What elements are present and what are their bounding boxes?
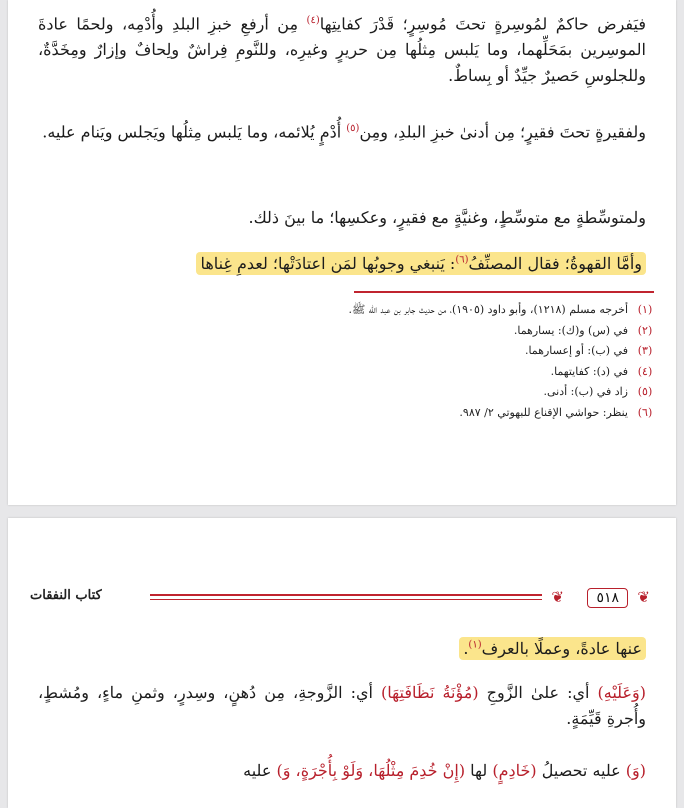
footnote-3 bbox=[48, 341, 654, 362]
ornament-icon: ❦ bbox=[551, 588, 564, 606]
footnote-ref-6[interactable]: (٦) bbox=[455, 255, 469, 266]
sharh-text: عليه bbox=[243, 761, 277, 780]
paragraph-1 bbox=[38, 8, 646, 89]
page2-paragraph-2 bbox=[38, 680, 646, 732]
footnote-ref-4[interactable]: (٤) bbox=[306, 15, 320, 26]
paragraph-2-text-b: أُدْمٍ يُلائمه، وما يَلبس مِثلُها ويَجلس ويَنام عليه. bbox=[42, 122, 347, 142]
sharh-text: لها bbox=[465, 761, 493, 780]
page-bottom bbox=[8, 518, 676, 808]
matn-phrase: (وَعَلَيْهِ) bbox=[597, 683, 646, 702]
footnote-divider bbox=[354, 291, 654, 293]
page2-paragraph-1-text-b: . bbox=[463, 639, 469, 659]
footnote-2 bbox=[48, 321, 654, 342]
matn-phrase: (مُؤْنَةُ نَظَافَتِهَا) bbox=[381, 683, 479, 702]
page2-paragraph-3 bbox=[38, 758, 646, 784]
footnote-text: في (ب): أو إعسارهما. bbox=[524, 344, 628, 357]
footnote-text: في (د): كفايتهما. bbox=[550, 364, 628, 378]
highlighted-sentence bbox=[459, 637, 646, 660]
paragraph-4-text-b: : يَنبغي وجوبُها لمَن اعتادَتْها؛ لعدمِ غِناها bbox=[200, 254, 456, 274]
footnote-number: (٢) bbox=[637, 323, 653, 337]
header-rule bbox=[150, 594, 542, 600]
page-top bbox=[8, 0, 676, 505]
footnote-5 bbox=[48, 382, 654, 403]
paragraph-1-text-b: مِن أرفعِ خبزِ البلدِ وأُدْمِه، ولحمًا عادةَ الموسِرين بمَحَلِّهما، وما يَلبس مِثلُها مِن حريرٍ وغيرِه، وللنَّومِ فِراشٌ ولِحافٌ وإزارٌ ومِخَدَّةٌ، وللجلوسِ حَصيرٌ جيِّدٌ أو بِساطٌ. bbox=[38, 14, 646, 86]
highlighted-sentence bbox=[196, 252, 646, 275]
footnote-text: أخرجه مسلم (١٢١٨)، وأبو داود (١٩٠٥)، من حديث جابر بن عبد الله ﷺ. bbox=[348, 303, 628, 316]
paragraph-4-text-a: وأمَّا القهوةُ؛ فقال المصنِّفُ bbox=[468, 254, 642, 274]
paragraph-3-text: ولمتوسِّطةٍ مع متوسِّطٍ، وغنيَّةٍ مع فقيرٍ، وعكسِها؛ ما بينَ ذلك. bbox=[248, 208, 646, 227]
sharh-text: أي: علىٰ الزَّوجِ bbox=[478, 683, 598, 702]
footnote-6 bbox=[48, 403, 654, 424]
footnote-text: ينظر: حواشي الإقناع للبهوتي ٢/ ٩٨٧. bbox=[459, 405, 628, 419]
paragraph-3 bbox=[38, 205, 646, 231]
paragraph-2 bbox=[38, 116, 646, 145]
footnote-ref-1[interactable]: (١) bbox=[468, 640, 482, 651]
footnote-4 bbox=[48, 362, 654, 383]
ornament-icon: ❦ bbox=[637, 588, 650, 606]
matn-phrase: (وَ) bbox=[625, 761, 646, 780]
footnote-text: في (س) و(ك): يسارهما. bbox=[513, 323, 628, 337]
page-header bbox=[30, 586, 654, 610]
footnote-text: زاد في (ب): أدنى. bbox=[543, 385, 628, 398]
footnote-1 bbox=[48, 300, 654, 321]
paragraph-1-text-a: فيَفرض حاكمٌ لمُوسِرةٍ تحتَ مُوسِرٍ؛ قَدْرَ كفايتِها bbox=[319, 14, 646, 34]
footnote-number: (٣) bbox=[637, 344, 653, 357]
paragraph-4 bbox=[38, 248, 646, 277]
sharh-text: عليه تحصيلُ bbox=[536, 761, 626, 780]
footnote-number: (١) bbox=[637, 303, 653, 316]
sharh-text: أي: الزَّوجةِ، مِن دُهنٍ، وسِدرٍ، وثمنِ ماءٍ، ومُشطٍ، وأُجرةِ قَيِّمَةٍ. bbox=[38, 683, 646, 728]
footnote-number: (٥) bbox=[637, 385, 653, 398]
matn-phrase: (خَادِمٍ) bbox=[492, 761, 537, 780]
paragraph-2-text-a: ولفقيرةٍ تحتَ فقيرٍ؛ مِن أدنىٰ خبزِ البلدِ، ومِن bbox=[359, 122, 646, 142]
footnote-number: (٦) bbox=[637, 405, 653, 419]
footnote-number: (٤) bbox=[637, 364, 653, 378]
footnote-list bbox=[48, 300, 654, 423]
book-title: كتاب النفقات bbox=[30, 588, 102, 603]
matn-phrase: (إِنْ خُدِمَ مِثْلُهَا، وَلَوْ بِأُجْرَةٍ، وَ) bbox=[276, 761, 466, 780]
footnote-ref-5[interactable]: (٥) bbox=[346, 123, 360, 134]
page2-paragraph-1 bbox=[38, 633, 646, 662]
page-number: ٥١٨ bbox=[587, 588, 628, 608]
page2-paragraph-1-text-a: عنها عادةً، وعملًا بالعرف bbox=[481, 639, 642, 659]
